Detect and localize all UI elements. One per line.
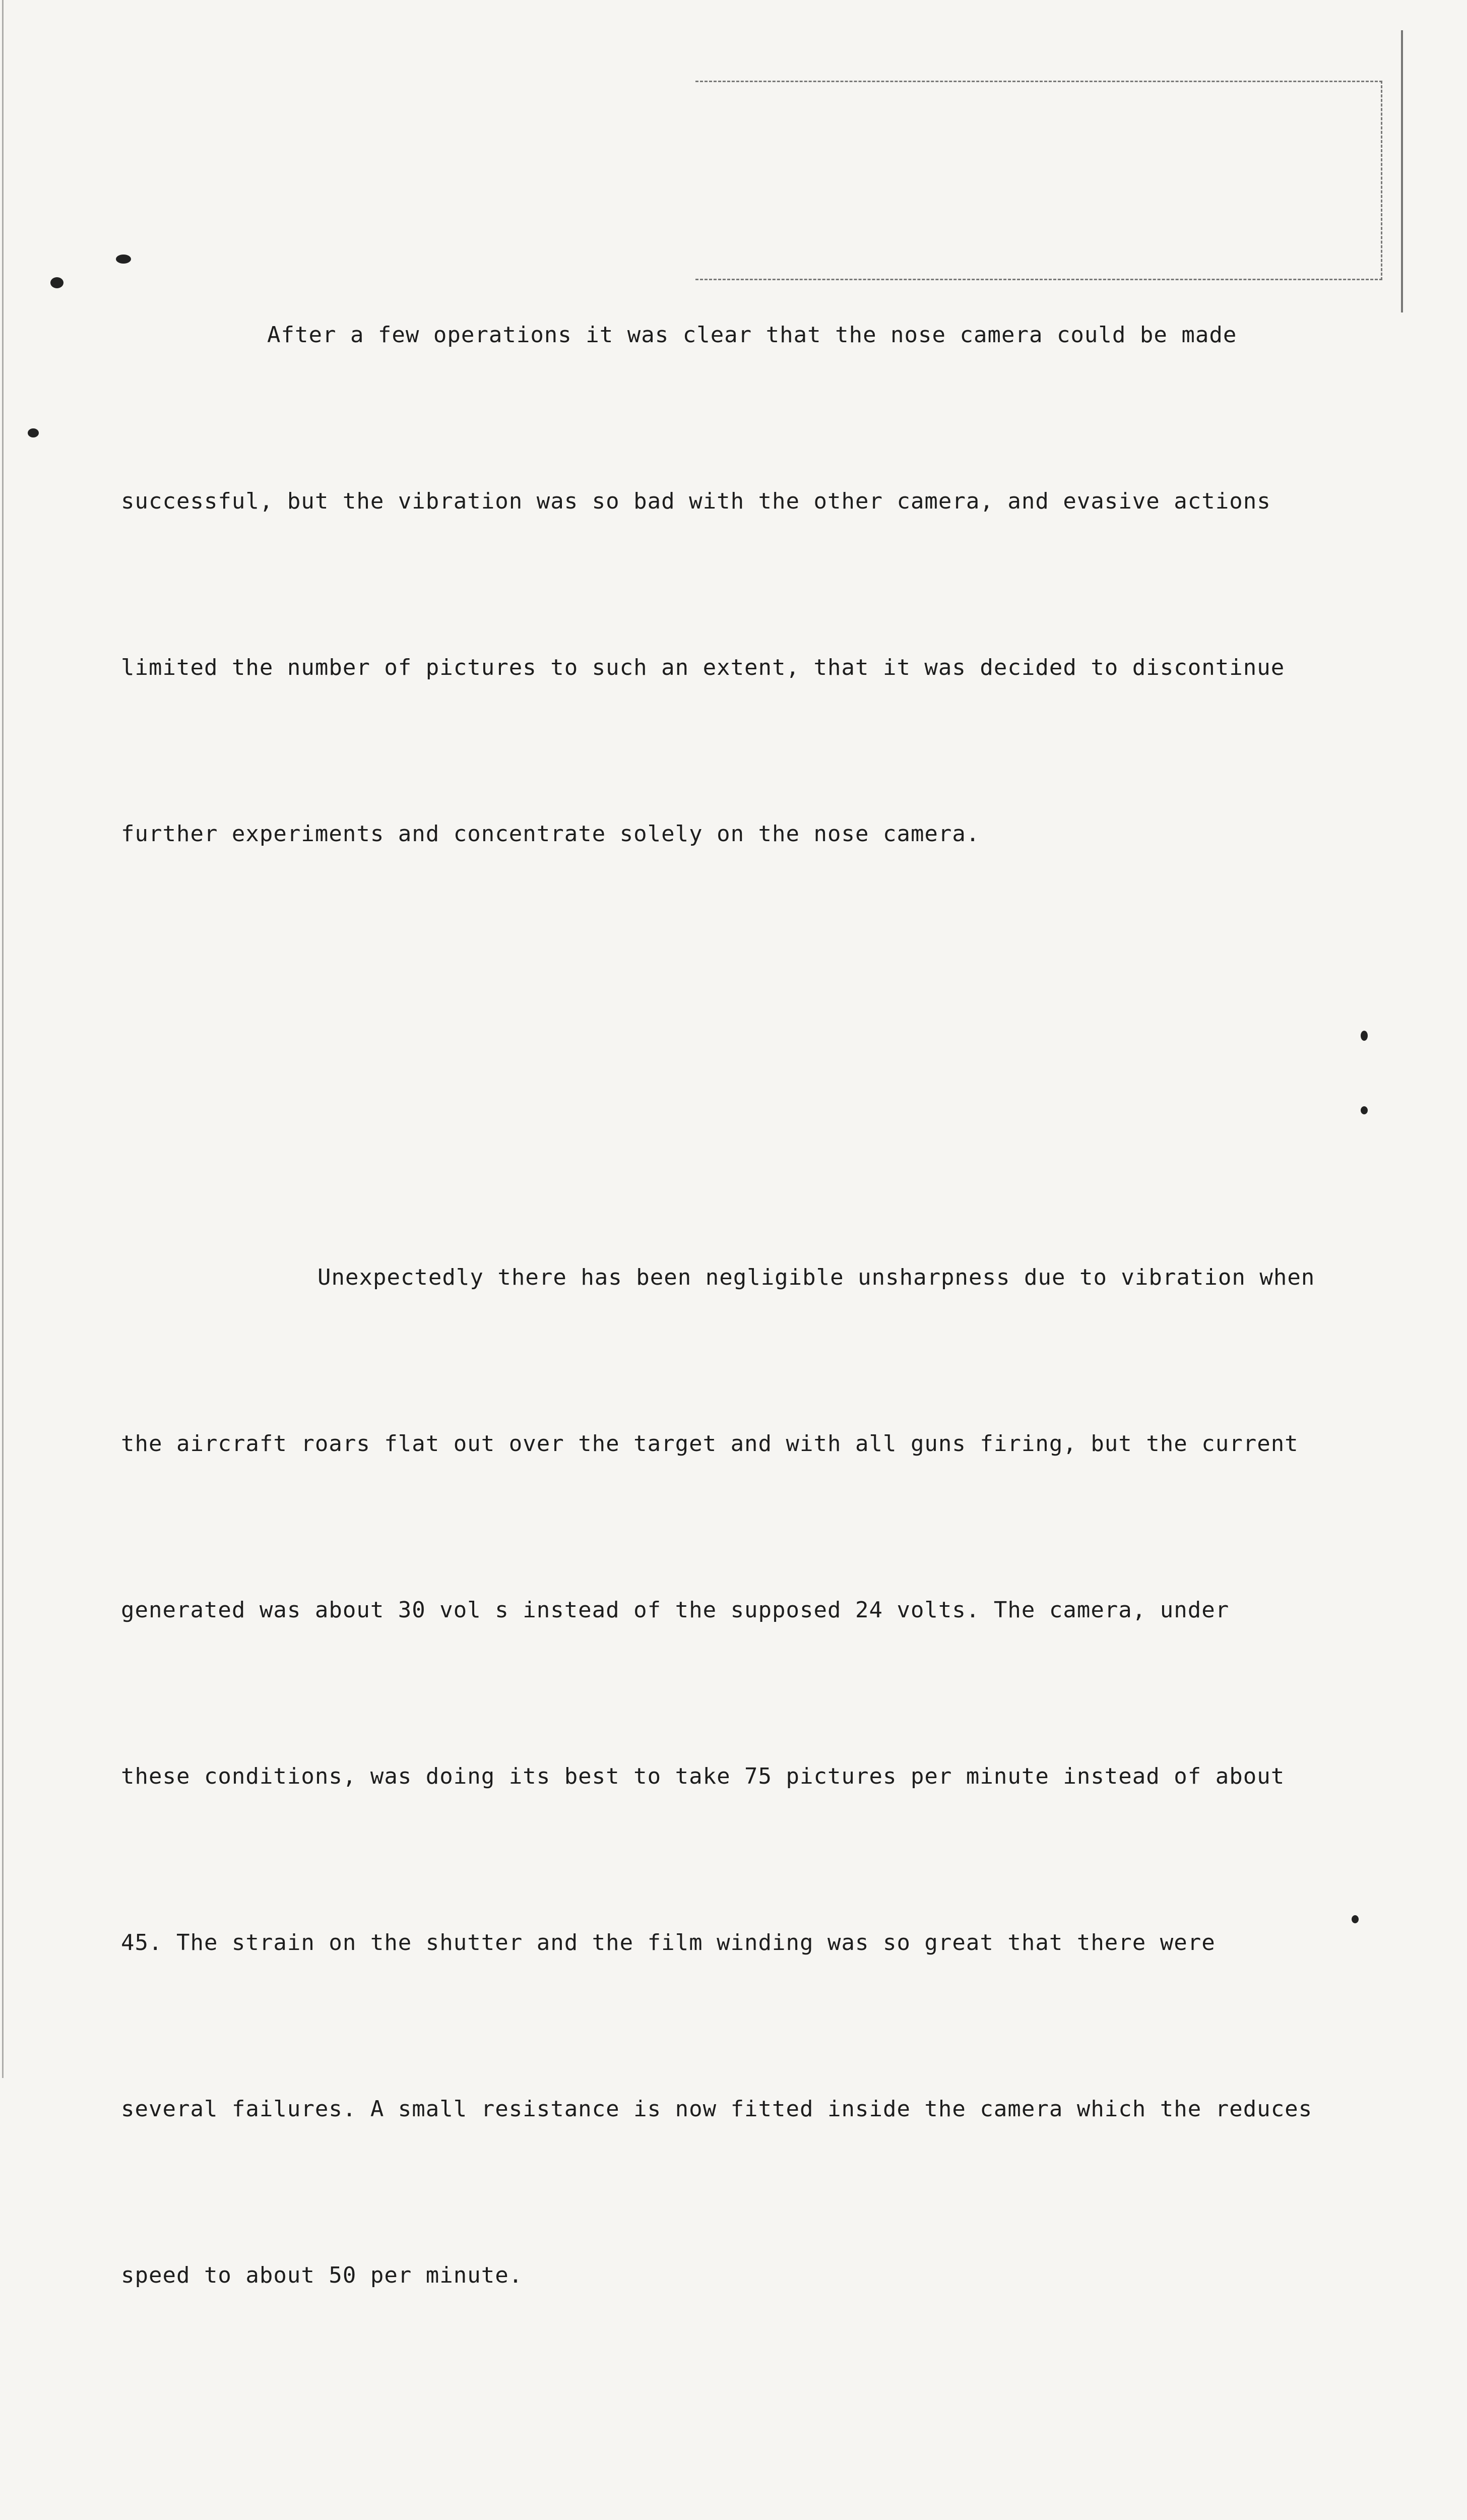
right-edge-line	[1401, 30, 1403, 312]
paragraph	[121, 197, 1341, 973]
paragraph	[121, 1139, 1341, 2414]
left-edge-line	[2, 0, 4, 2078]
margin-speck	[50, 277, 63, 288]
margin-speck	[1361, 1106, 1368, 1114]
document-body	[121, 30, 1341, 2520]
text-line: these conditions, was doing its best to take 75 pictures per minute instead of about	[121, 1763, 1285, 1789]
margin-speck	[1361, 1031, 1368, 1041]
margin-speck	[28, 428, 39, 437]
text-line: Unexpectedly there has been negligible unsharpness due to vibration when	[317, 1265, 1315, 1290]
text-line: successful, but the vibration was so bad with the other camera, and evasive actions	[121, 488, 1271, 514]
margin-speck	[1352, 1915, 1359, 1923]
text-line: generated was about 30 vol s instead of the supposed 24 volts. The camera, under	[121, 1597, 1230, 1623]
text-line: After a few operations it was clear that the nose camera could be made	[267, 322, 1237, 348]
text-line: 45. The strain on the shutter and the film winding was so great that there were	[121, 1930, 1216, 1956]
text-line: several failures. A small resistance is now fitted inside the camera which the reduces	[121, 2096, 1313, 2122]
text-line: further experiments and concentrate solely on the nose camera.	[121, 821, 980, 847]
text-line: limited the number of pictures to such an extent, that it was decided to discontinue	[121, 655, 1285, 680]
text-line: speed to about 50 per minute.	[121, 2262, 523, 2288]
text-line: the aircraft roars flat out over the target and with all guns firing, but the current	[121, 1431, 1299, 1457]
